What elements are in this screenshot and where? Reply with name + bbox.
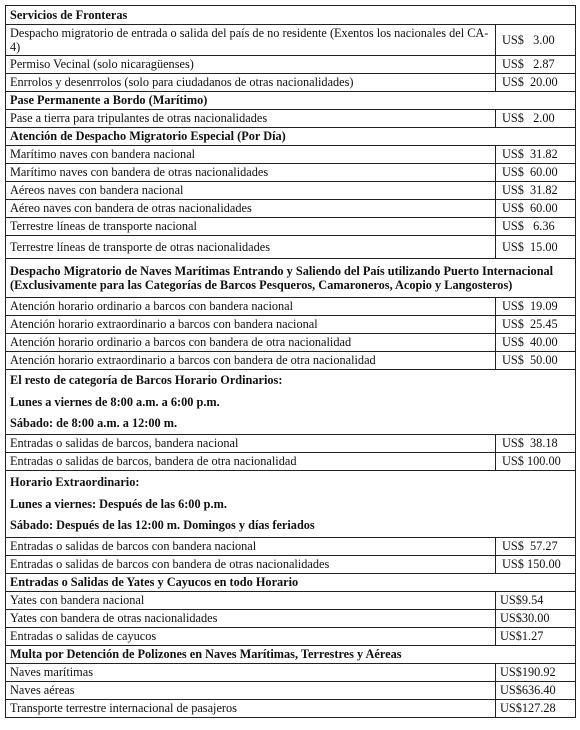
fee-amount: US$ 25.45: [496, 316, 576, 334]
fee-row: [6, 556, 576, 574]
fee-description: Entradas o salidas de barcos, bandera de otra nacionalidad: [6, 453, 496, 471]
fee-description: Transporte terrestre internacional de pasajeros: [6, 700, 496, 718]
fee-description: Naves marítimas: [6, 664, 496, 682]
fee-description: Marítimo naves con bandera de otras nacionalidades: [6, 164, 496, 182]
section-title-line: Horario Extraordinario:: [10, 475, 140, 490]
fee-description: Yates con bandera de otras nacionalidades: [6, 610, 496, 628]
fee-row: [6, 25, 576, 56]
section-title: [6, 128, 576, 146]
fee-description: Enrrolos y desenrrolos (solo para ciudadanos de otras nacionalidades): [6, 74, 496, 92]
fee-row: [6, 538, 576, 556]
fee-description: Terrestre líneas de transporte nacional: [6, 218, 496, 236]
section-title-line: Lunes a viernes de 8:00 a.m. a 6:00 p.m.: [10, 394, 220, 409]
section-header-row: [6, 574, 576, 592]
fee-row: [6, 610, 576, 628]
fee-row: [6, 110, 576, 128]
fee-row: [6, 298, 576, 316]
section-title-line: Despacho Migratorio de Naves Marítimas Entrando y Saliendo del País utilizando Puerto Internacional (Exclusivamente para las Categorías de Barcos Pesqueros, Camaroneros, Acopio y Langosteros): [10, 263, 554, 292]
section-title-line: Lunes a viernes: Después de las 6:00 p.m.: [10, 496, 227, 511]
fee-row: [6, 218, 576, 236]
fee-description: Atención horario ordinario a barcos con bandera nacional: [6, 298, 496, 316]
section-title: [6, 471, 576, 538]
fee-description: Yates con bandera nacional: [6, 592, 496, 610]
fee-row: [6, 435, 576, 453]
section-title: [6, 370, 576, 435]
fee-amount: US$ 31.82: [496, 182, 576, 200]
fee-description: Entradas o salidas de cayucos: [6, 628, 496, 646]
fee-row: [6, 56, 576, 74]
section-header-row: [6, 128, 576, 146]
section-header-row: [6, 471, 576, 538]
fee-description: Entradas o salidas de barcos con bandera de otras nacionalidades: [6, 556, 496, 574]
section-title-line: Multa por Detención de Polizones en Naves Marítimas, Terrestres y Aéreas: [10, 647, 402, 662]
fee-description: Aéreo naves con bandera de otras nacionalidades: [6, 200, 496, 218]
fee-amount: US$ 57.27: [496, 538, 576, 556]
section-header-row: [6, 92, 576, 110]
section-title-line: Servicios de Fronteras: [10, 7, 128, 22]
fee-description: Marítimo naves con bandera nacional: [6, 146, 496, 164]
fee-description: Entradas o salidas de barcos con bandera nacional: [6, 538, 496, 556]
fee-amount: US$ 60.00: [496, 164, 576, 182]
fee-amount: US$ 60.00: [496, 200, 576, 218]
section-title-line: Pase Permanente a Bordo (Marítimo): [10, 93, 208, 108]
fee-row: [6, 592, 576, 610]
fee-amount: US$636.40: [496, 682, 576, 700]
fee-amount: US$ 2.00: [496, 110, 576, 128]
fee-amount: US$9.54: [496, 592, 576, 610]
section-title-line: El resto de categoría de Barcos Horario Ordinarios:: [10, 373, 283, 388]
section-title-line: Sábado: Después de las 12:00 m. Domingos y días feriados: [10, 518, 315, 533]
fee-description: Terrestre líneas de transporte de otras nacionalidades: [6, 236, 496, 259]
fee-amount: US$ 2.87: [496, 56, 576, 74]
fee-row: [6, 164, 576, 182]
section-title-line: Atención de Despacho Migratorio Especial (Por Día): [10, 129, 286, 144]
fee-description: Atención horario extraordinario a barcos con bandera nacional: [6, 316, 496, 334]
section-title: [6, 6, 576, 25]
fee-description: Aéreos naves con bandera nacional: [6, 182, 496, 200]
fee-amount: US$ 40.00: [496, 334, 576, 352]
fee-amount: US$ 6.36: [496, 218, 576, 236]
section-header-row: [6, 646, 576, 664]
section-title-line: Entradas o Salidas de Yates y Cayucos en todo Horario: [10, 575, 299, 590]
fee-amount: US$127.28: [496, 700, 576, 718]
fee-amount: US$ 50.00: [496, 352, 576, 370]
fee-amount: US$ 19.09: [496, 298, 576, 316]
section-header-row: [6, 6, 576, 25]
section-title: [6, 574, 576, 592]
fee-row: [6, 334, 576, 352]
fee-row: [6, 664, 576, 682]
fee-row: [6, 74, 576, 92]
fee-row: [6, 682, 576, 700]
fee-row: [6, 352, 576, 370]
fee-amount: US$30.00: [496, 610, 576, 628]
fee-row: [6, 316, 576, 334]
fee-amount: US$ 20.00: [496, 74, 576, 92]
fee-row: [6, 146, 576, 164]
fee-amount: US$ 31.82: [496, 146, 576, 164]
fee-amount: US$ 150.00: [496, 556, 576, 574]
section-title: [6, 646, 576, 664]
fee-row: [6, 628, 576, 646]
section-title: [6, 259, 576, 298]
fee-description: Atención horario ordinario a barcos con bandera de otra nacionalidad: [6, 334, 496, 352]
fee-amount: US$1.27: [496, 628, 576, 646]
fee-description: Atención horario extraordinario a barcos con bandera de otra nacionalidad: [6, 352, 496, 370]
fee-description: Naves aéreas: [6, 682, 496, 700]
fee-amount: US$ 38.18: [496, 435, 576, 453]
section-title-line: Sábado: de 8:00 a.m. a 12:00 m.: [10, 416, 178, 431]
section-title: [6, 92, 576, 110]
fee-amount: US$ 15.00: [496, 236, 576, 259]
fee-amount: US$ 3.00: [496, 25, 576, 56]
fee-description: Entradas o salidas de barcos, bandera nacional: [6, 435, 496, 453]
fee-description: Pase a tierra para tripulantes de otras nacionalidades: [6, 110, 496, 128]
fee-row: [6, 236, 576, 259]
fee-row: [6, 200, 576, 218]
fee-amount: US$190.92: [496, 664, 576, 682]
fee-description: Permiso Vecinal (solo nicaragüenses): [6, 56, 496, 74]
fee-amount: US$ 100.00: [496, 453, 576, 471]
fee-row: [6, 700, 576, 718]
section-header-row: [6, 370, 576, 435]
fee-row: [6, 453, 576, 471]
fee-table-body: [6, 6, 576, 718]
section-header-row: [6, 259, 576, 298]
fee-table: [5, 5, 576, 718]
fee-description: Despacho migratorio de entrada o salida del país de no residente (Exentos los nacionales del CA-4): [6, 25, 496, 56]
fee-row: [6, 182, 576, 200]
